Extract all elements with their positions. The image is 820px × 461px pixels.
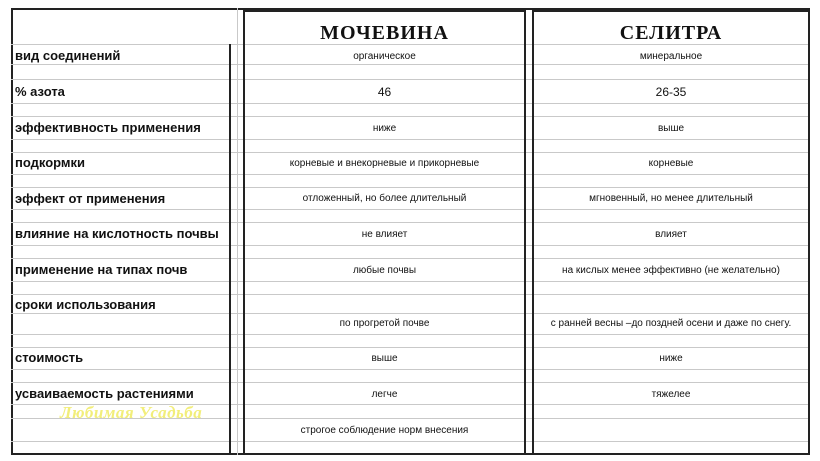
nitrate-cell: минеральное xyxy=(639,51,703,62)
row-label: подкормки xyxy=(15,155,86,170)
row-label: применение на типах почв xyxy=(15,262,188,277)
row-label: усваиваемость растениями xyxy=(15,386,194,401)
row-label: сроки использования xyxy=(15,297,156,312)
nitrate-cell: корневые xyxy=(648,158,694,169)
row-label: эффект от применения xyxy=(15,191,166,206)
nitrate-cell: на кислых менее эффективно (не желательно) xyxy=(562,265,780,276)
row-label: стоимость xyxy=(15,350,84,365)
urea-cell: выше xyxy=(371,353,398,364)
urea-cell: любые почвы xyxy=(352,265,417,276)
nitrate-cell: влияет xyxy=(655,229,687,240)
nitrate-cell: тяжелее xyxy=(651,389,691,400)
nitrate-header: СЕЛИТРА xyxy=(619,22,723,44)
watermark: Любимая Усадьба xyxy=(60,403,203,422)
urea-cell: органическое xyxy=(353,51,416,62)
urea-cell: корневые и внекорневые и прикорневые xyxy=(289,158,480,169)
urea-cell: легче xyxy=(371,389,398,400)
urea-cell: отложенный, но более длительный xyxy=(302,193,467,204)
urea-cell: ниже xyxy=(372,123,397,134)
nitrate-cell: выше xyxy=(657,123,685,134)
nitrate-cell: мгновенный, но менее длительный xyxy=(589,193,753,204)
urea-cell: не влияет xyxy=(361,229,408,240)
nitrate-cell: с ранней весны –до поздней осени и даже по снегу. xyxy=(550,318,792,329)
urea-cell: строгое соблюдение норм внесения xyxy=(300,425,469,436)
row-label: эффективность применения xyxy=(15,120,201,135)
row-label: влияние на кислотность почвы xyxy=(15,226,219,241)
nitrate-cell: ниже xyxy=(659,353,683,364)
row-label: % азота xyxy=(15,84,65,99)
nitrate-cell: 26-35 xyxy=(655,85,687,99)
urea-cell: по прогретой почве xyxy=(339,318,430,329)
grid-line xyxy=(237,8,238,455)
urea-cell: 46 xyxy=(377,85,392,99)
column-divider xyxy=(229,44,231,455)
row-label: вид соединений xyxy=(15,48,121,63)
urea-header: МОЧЕВИНА xyxy=(320,22,449,44)
